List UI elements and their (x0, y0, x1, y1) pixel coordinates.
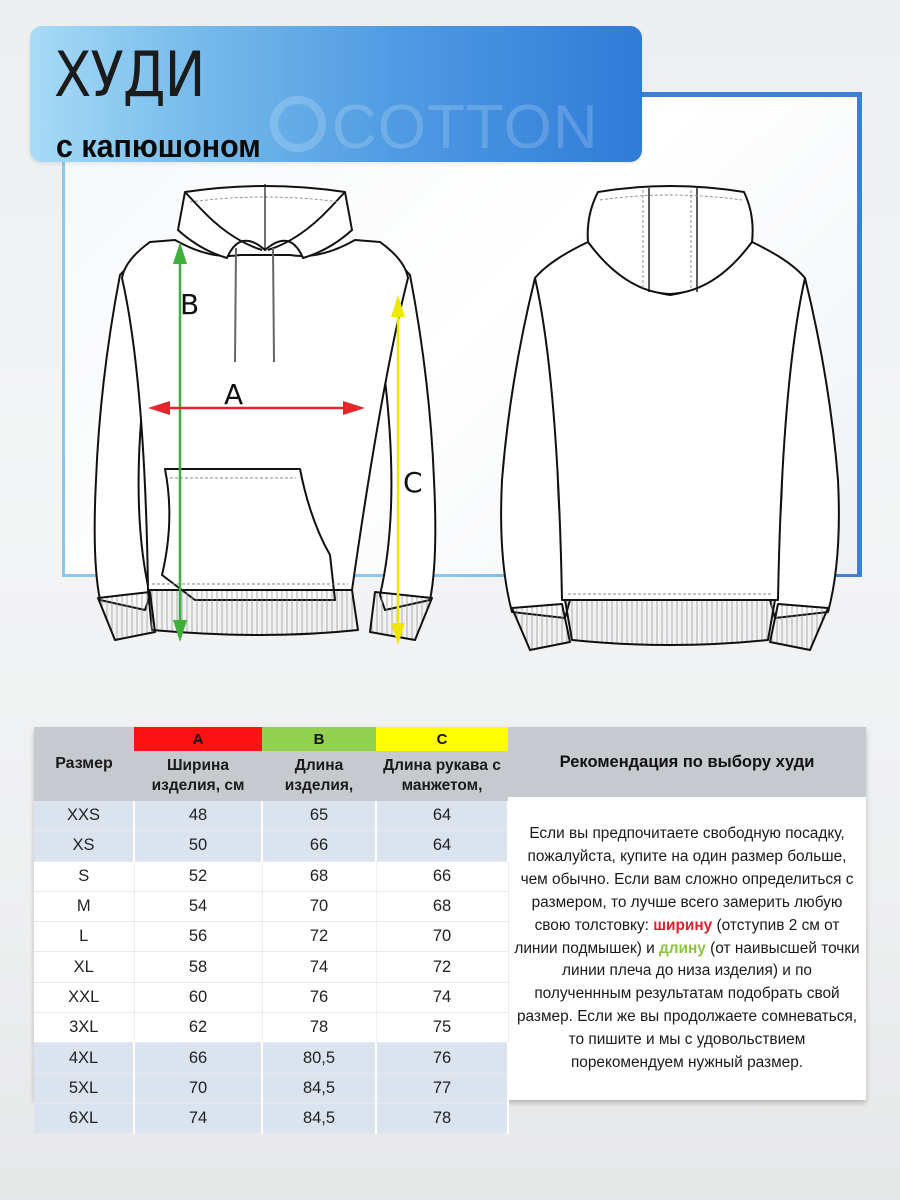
sleeve-cell: 78 (376, 1103, 508, 1133)
width-cell: 54 (134, 891, 262, 921)
measure-label-c: C (403, 466, 423, 499)
width-cell: 62 (134, 1013, 262, 1043)
table-row (34, 831, 508, 861)
width-cell: 58 (134, 952, 262, 982)
table-row (34, 801, 508, 831)
table-row (34, 891, 508, 921)
sleeve-cell: 64 (376, 801, 508, 831)
page-subtitle: с капюшоном (56, 128, 261, 162)
table-row (34, 1103, 508, 1133)
length-cell: 84,5 (262, 1103, 376, 1133)
sleeve-cell: 77 (376, 1073, 508, 1103)
size-cell: XXL (34, 982, 134, 1012)
table-row (34, 952, 508, 982)
width-cell: 74 (134, 1103, 262, 1133)
length-cell: 84,5 (262, 1073, 376, 1103)
recommendation-text (512, 823, 862, 1075)
table-row (34, 1043, 508, 1073)
size-cell: XS (34, 831, 134, 861)
hoodie-front-diagram (90, 180, 440, 660)
table-row (34, 922, 508, 952)
size-table (34, 727, 509, 1134)
table-row (34, 1073, 508, 1103)
measure-label-b: B (180, 288, 200, 321)
length-cell: 80,5 (262, 1043, 376, 1073)
sleeve-cell: 68 (376, 891, 508, 921)
size-cell: S (34, 861, 134, 891)
title-banner (30, 26, 642, 162)
length-cell: 78 (262, 1013, 376, 1043)
size-cell: L (34, 922, 134, 952)
sleeve-cell: 64 (376, 831, 508, 861)
recommendation-text-part: (отступив 2 см от линии подмышек) и (514, 916, 840, 957)
table-row (34, 982, 508, 1012)
width-cell: 70 (134, 1073, 262, 1103)
hoodie-front-icon (90, 180, 440, 660)
length-cell: 74 (262, 952, 376, 982)
page-title: ХУДИ (54, 38, 205, 111)
size-chart-card (34, 727, 866, 1128)
size-cell: 5XL (34, 1073, 134, 1103)
sleeve-cell: 75 (376, 1013, 508, 1043)
width-cell: 50 (134, 831, 262, 861)
length-cell: 68 (262, 861, 376, 891)
length-cell: 65 (262, 801, 376, 831)
size-cell: XL (34, 952, 134, 982)
sleeve-cell: 70 (376, 922, 508, 952)
recommendation-text-part: Если вы предпочитаете свободную посадку, пожалуйста, купите на один размер больше, чем обычно. Если вам сложно определиться с размером, то лучше всего замерить любую свою толстовку: (520, 825, 854, 934)
hoodie-back-diagram (490, 180, 850, 660)
length-cell: 72 (262, 922, 376, 952)
column-key-b: B (262, 727, 376, 751)
table-row (34, 861, 508, 891)
table-row (34, 1013, 508, 1043)
highlight-length: длину (659, 939, 706, 957)
size-cell: M (34, 891, 134, 921)
column-header-width: Ширина изделия, см (134, 751, 262, 801)
size-cell: 4XL (34, 1043, 134, 1073)
size-cell: 6XL (34, 1103, 134, 1133)
recommendation-title: Рекомендация по выбору худи (508, 727, 866, 797)
column-header-sleeve: Длина рукава с манжетом, (376, 751, 508, 801)
recommendation-text-part: (от наивысшей точки линии плеча до низа изделия) и по полученнным результатам подобрать свой размер. Если же вы продолжаете сомневаться, то пишите и мы с удовольствием порекомендуем нужный размер. (516, 939, 860, 1072)
column-header-size: Размер (34, 727, 134, 801)
sleeve-cell: 66 (376, 861, 508, 891)
length-cell: 66 (262, 831, 376, 861)
length-cell: 76 (262, 982, 376, 1012)
column-header-length: Длина изделия, (262, 751, 376, 801)
measure-label-a: A (224, 378, 244, 411)
size-cell: XXS (34, 801, 134, 831)
sleeve-cell: 72 (376, 952, 508, 982)
sleeve-cell: 74 (376, 982, 508, 1012)
highlight-width: ширину (653, 916, 713, 934)
width-cell: 66 (134, 1043, 262, 1073)
sleeve-cell: 76 (376, 1043, 508, 1073)
width-cell: 56 (134, 922, 262, 952)
hoodie-back-icon (490, 180, 850, 660)
column-key-a: A (134, 727, 262, 751)
length-cell: 70 (262, 891, 376, 921)
column-key-c: C (376, 727, 508, 751)
width-cell: 52 (134, 861, 262, 891)
brand-logo-icon (270, 96, 326, 152)
size-cell: 3XL (34, 1013, 134, 1043)
width-cell: 60 (134, 982, 262, 1012)
width-cell: 48 (134, 801, 262, 831)
brand-watermark: COTTON (270, 88, 642, 162)
